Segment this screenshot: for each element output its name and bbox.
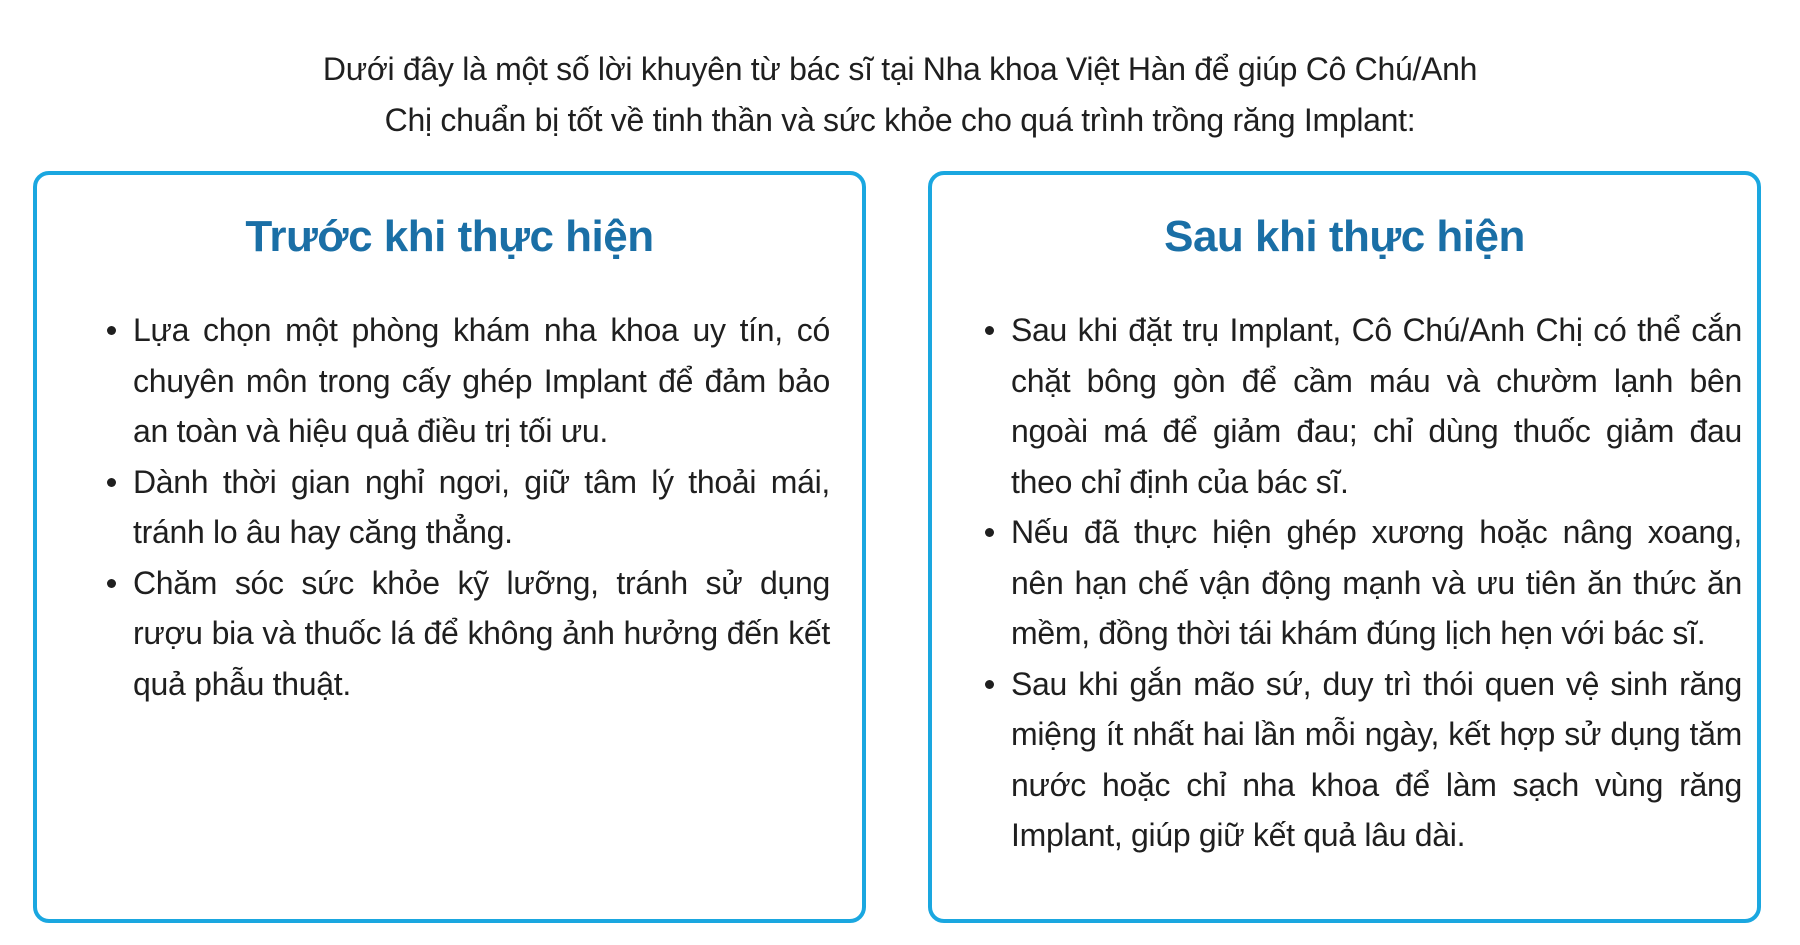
after-tips-list	[932, 305, 1757, 861]
before-tips-list	[37, 305, 862, 709]
bullet-icon	[107, 478, 116, 487]
before-tip-3-text: Chăm sóc sức khỏe kỹ lưỡng, tránh sử dụng rượu bia và thuốc lá để không ảnh hưởng đến kết quả phẫu thuật.	[133, 564, 830, 702]
intro-text	[0, 44, 1800, 146]
after-tip-1	[983, 305, 1742, 507]
bullet-icon	[107, 579, 116, 588]
before-card	[33, 171, 866, 923]
after-tip-3-text: Sau khi gắn mão sứ, duy trì thói quen vệ sinh răng miệng ít nhất hai lần mỗi ngày, kết hợp sử dụng tăm nước hoặc chỉ nha khoa để làm sạch vùng răng Implant, giúp giữ kết quả lâu dài.	[1011, 665, 1742, 853]
intro-line-1: Dưới đây là một số lời khuyên từ bác sĩ tại Nha khoa Việt Hàn để giúp Cô Chú/Anh	[322, 51, 1478, 87]
after-tip-1-text: Sau khi đặt trụ Implant, Cô Chú/Anh Chị có thể cắn chặt bông gòn để cầm máu và chườm lạnh bên ngoài má để giảm đau; chỉ dùng thuốc giảm đau theo chỉ định của bác sĩ.	[1011, 312, 1742, 500]
before-tip-1	[105, 305, 830, 457]
after-card	[928, 171, 1761, 923]
bullet-icon	[985, 326, 994, 335]
bullet-icon	[107, 326, 116, 335]
before-tip-2-text: Dành thời gian nghỉ ngơi, giữ tâm lý thoải mái, tránh lo âu hay căng thẳng.	[133, 463, 830, 550]
after-tip-2-text: Nếu đã thực hiện ghép xương hoặc nâng xoang, nên hạn chế vận động mạnh và ưu tiên ăn thức ăn mềm, đồng thời tái khám đúng lịch hẹn với bác sĩ.	[1011, 514, 1742, 651]
bullet-icon	[985, 680, 994, 689]
before-title: Trước khi thực hiện	[245, 212, 654, 261]
before-tip-3	[105, 558, 830, 710]
bullet-icon	[985, 528, 994, 537]
before-tip-1-text: Lựa chọn một phòng khám nha khoa uy tín, có chuyên môn trong cấy ghép Implant để đảm bảo an toàn và hiệu quả điều trị tối ưu.	[133, 312, 830, 449]
before-tip-2	[105, 457, 830, 558]
after-tip-3	[983, 659, 1742, 861]
after-title: Sau khi thực hiện	[1164, 212, 1525, 261]
after-tip-2	[983, 507, 1742, 659]
intro-line-2: Chị chuẩn bị tốt về tinh thần và sức khỏe cho quá trình trồng răng Implant:	[384, 102, 1416, 138]
